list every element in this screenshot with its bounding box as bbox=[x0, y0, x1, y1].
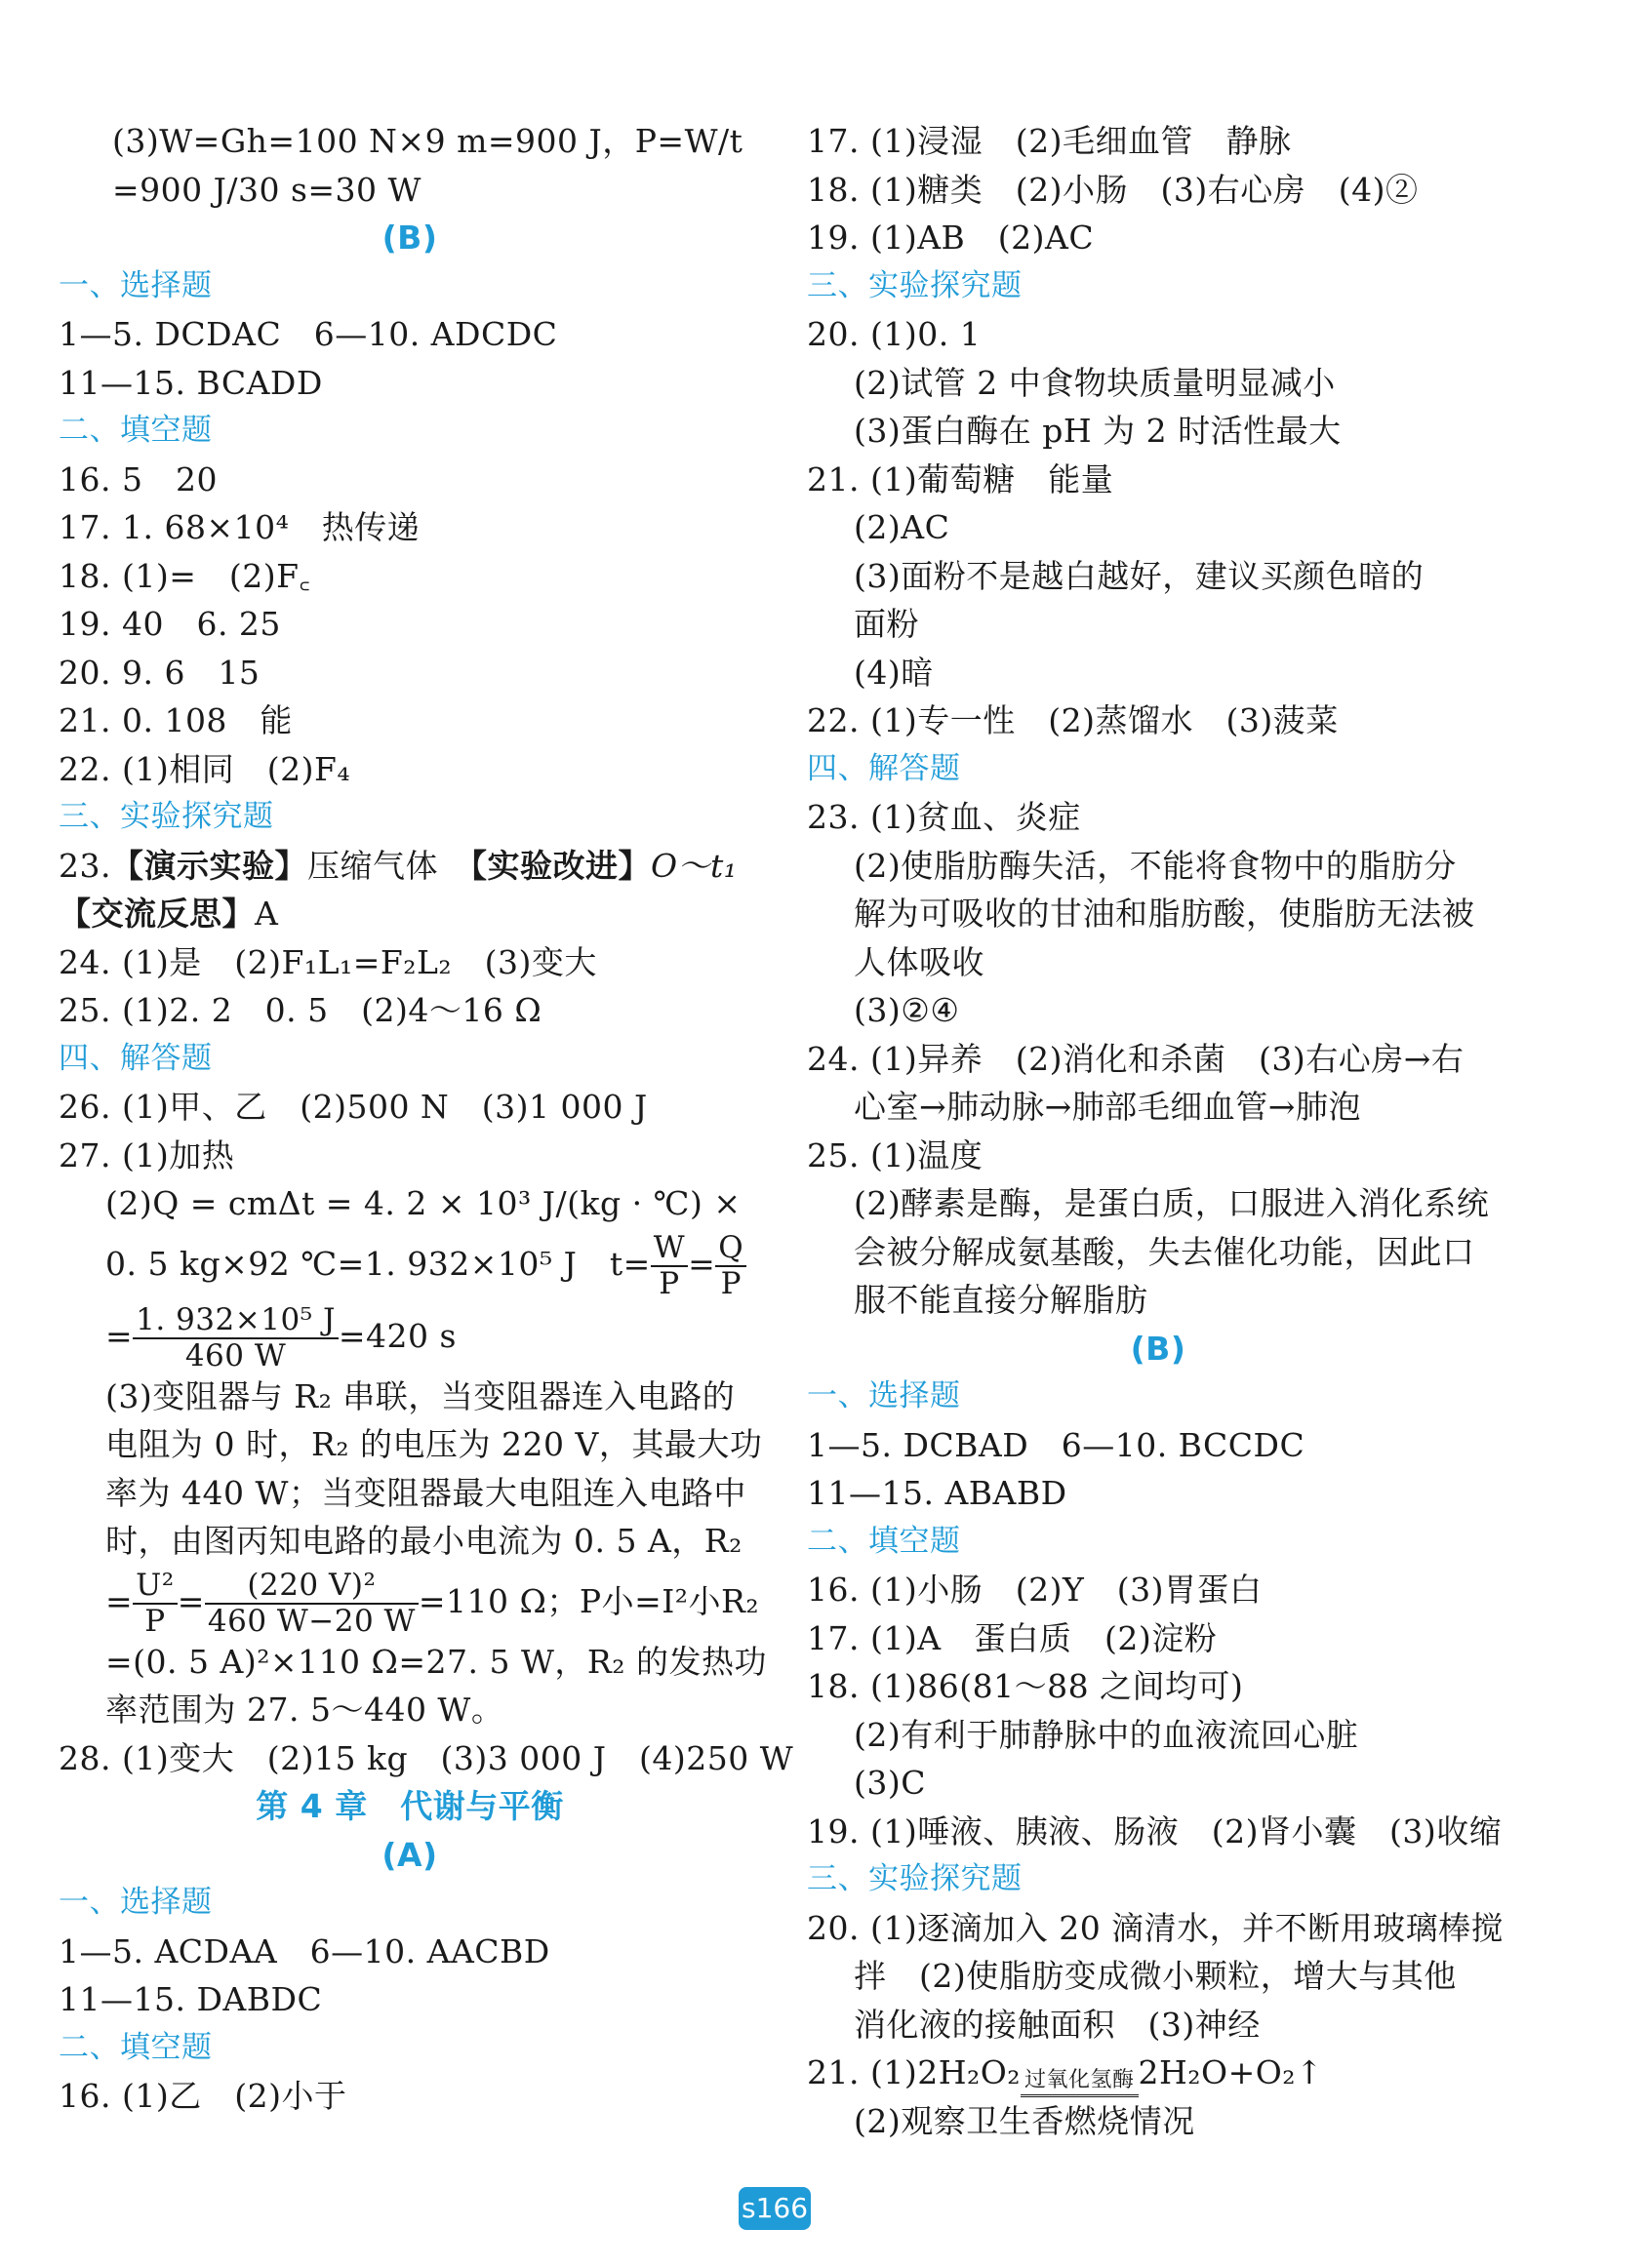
answer-line: =900 J/30 s=30 W bbox=[112, 170, 422, 209]
chem-equation-line bbox=[807, 2049, 1509, 2097]
section-heading: 二、填空题 bbox=[807, 1523, 961, 1559]
fraction bbox=[715, 1229, 746, 1301]
answer-line: 电阻为 0 时，R₂ 的电压为 220 V，其最大功 bbox=[105, 1425, 763, 1463]
answer-line: (2)有利于肺静脉中的血液流回心脏 bbox=[854, 1715, 1359, 1754]
answer-line: 25. (1)温度 bbox=[807, 1135, 984, 1174]
catalyst-label: 过氧化氢酶 bbox=[1021, 2070, 1139, 2097]
answer-line: 20. (1)0. 1 bbox=[807, 315, 982, 353]
answer-line: 时，由图丙知电路的最小电流为 0. 5 A，R₂ bbox=[105, 1522, 743, 1560]
answer-line: 16. (1)乙 (2)小于 bbox=[59, 2077, 347, 2115]
answer-line: 19. (1)唾液、胰液、肠液 (2)肾小囊 (3)收缩 bbox=[807, 1811, 1503, 1850]
answer-line: 1—5. ACDAA 6—10. AACBD bbox=[59, 1931, 550, 1970]
answer-line: 18. (1)= (2)F꜀ bbox=[59, 556, 311, 595]
answer-line: 率为 440 W；当变阻器最大电阻连入电路中 bbox=[105, 1473, 746, 1512]
fraction-numerator: U² bbox=[133, 1571, 178, 1605]
answer-line: 11—15. DABDC bbox=[59, 1980, 323, 2018]
fraction-numerator: W bbox=[651, 1233, 688, 1267]
question-number: 23. bbox=[59, 846, 111, 885]
bracket-label: 【实验改进】 bbox=[470, 846, 651, 885]
answer-line: 心室→肺动脉→肺部毛细血管→肺泡 bbox=[854, 1088, 1361, 1126]
fraction-denominator: P bbox=[720, 1265, 742, 1301]
answer-line: 率范围为 27. 5～440 W。 bbox=[105, 1691, 504, 1729]
answer-line: 19. (1)AB (2)AC bbox=[807, 219, 1095, 257]
answer-line: 22. (1)专一性 (2)蒸馏水 (3)菠菜 bbox=[807, 701, 1339, 739]
answer-line: (3)W=Gh=100 N×9 m=900 J，P=W/t bbox=[112, 122, 743, 160]
answer-line: 11—15. ABABD bbox=[807, 1474, 1067, 1512]
answer-line: 19. 40 6. 25 bbox=[59, 605, 281, 643]
section-heading: 二、填空题 bbox=[59, 413, 213, 448]
answer-line: 17. (1)A 蛋白质 (2)淀粉 bbox=[807, 1618, 1218, 1657]
answer-line bbox=[59, 890, 761, 938]
answer-line: (2)观察卫生香燃烧情况 bbox=[854, 2101, 1195, 2140]
section-heading: 四、解答题 bbox=[59, 1040, 213, 1076]
section-heading: 一、选择题 bbox=[59, 1885, 213, 1920]
answer-line: 人体吸收 bbox=[854, 942, 984, 981]
section-heading: 四、解答题 bbox=[807, 750, 961, 786]
formula-text: 0. 5 kg×92 ℃=1. 932×10⁵ J t= bbox=[105, 1244, 651, 1283]
answer-line: 18. (1)糖类 (2)小肠 (3)右心房 (4)② bbox=[807, 170, 1419, 209]
answer-line: (3)C bbox=[854, 1764, 926, 1802]
section-heading: 三、实验探究题 bbox=[807, 1861, 1023, 1896]
answer-line: 26. (1)甲、乙 (2)500 N (3)1 000 J bbox=[59, 1088, 648, 1126]
answer-line: 21. 0. 108 能 bbox=[59, 701, 293, 739]
equals-sign: = bbox=[105, 1581, 134, 1620]
answer-line: 11—15. BCADD bbox=[59, 363, 323, 402]
answer-line: (3)蛋白酶在 pH 为 2 时活性最大 bbox=[854, 412, 1342, 450]
answer-line: 服不能直接分解脂肪 bbox=[854, 1281, 1148, 1319]
answer-line: 消化液的接触面积 (3)神经 bbox=[854, 2005, 1261, 2044]
fraction-denominator: 460 W−20 W bbox=[207, 1603, 416, 1639]
answer-line: 16. 5 20 bbox=[59, 459, 218, 498]
section-heading: 二、填空题 bbox=[59, 2029, 213, 2065]
answer-text: 压缩气体 bbox=[306, 846, 471, 885]
section-heading: 一、选择题 bbox=[807, 1378, 961, 1413]
bracket-label: 【交流反思】 bbox=[59, 895, 255, 933]
fraction-denominator: 460 W bbox=[184, 1337, 287, 1373]
answer-line: 20. (1)逐滴加入 20 滴清水，并不断用玻璃棒搅 bbox=[807, 1908, 1505, 1947]
fraction-numerator: Q bbox=[715, 1233, 746, 1267]
fraction bbox=[651, 1229, 688, 1301]
answer-line: (4)暗 bbox=[854, 653, 934, 692]
part-label: (A) bbox=[381, 1835, 438, 1874]
fraction bbox=[133, 1301, 339, 1373]
answer-line: (3)②④ bbox=[854, 991, 960, 1029]
answer-line: 解为可吸收的甘油和脂肪酸，使脂肪无法被 bbox=[854, 895, 1475, 933]
fraction bbox=[205, 1567, 419, 1639]
answer-line: (2)使脂肪酶失活，不能将食物中的脂肪分 bbox=[854, 846, 1457, 885]
answer-line: 面粉 bbox=[854, 605, 919, 643]
answer-line: (2)酵素是酶，是蛋白质，口服进入消化系统 bbox=[854, 1184, 1490, 1222]
formula-line bbox=[59, 1300, 761, 1373]
page-number-badge: s166 bbox=[739, 2187, 811, 2230]
answer-line: 21. (1)葡萄糖 能量 bbox=[807, 459, 1114, 498]
section-heading: 三、实验探究题 bbox=[807, 267, 1023, 303]
answer-line: 27. (1)加热 bbox=[59, 1135, 235, 1174]
reaction-condition bbox=[1021, 2067, 1139, 2097]
formula-text: =110 Ω；P小=I²小R₂ bbox=[418, 1581, 760, 1620]
answer-line: 17. 1. 68×10⁴ 热传递 bbox=[59, 508, 421, 546]
equation-products: 2H₂O+O₂↑ bbox=[1138, 2053, 1324, 2091]
answer-text: A bbox=[255, 895, 279, 933]
answer-line: =(0. 5 A)²×110 Ω=27. 5 W，R₂ 的发热功 bbox=[105, 1642, 767, 1681]
answer-line: (2)AC bbox=[854, 508, 950, 546]
answer-line: (2)Q = cmΔt = 4. 2 × 10³ J/(kg · ℃) × bbox=[105, 1184, 742, 1222]
formula-line bbox=[59, 1228, 761, 1300]
fraction-denominator: P bbox=[144, 1603, 166, 1639]
part-label: (B) bbox=[1130, 1329, 1186, 1368]
equals-sign: = bbox=[688, 1244, 716, 1283]
answer-line: 1—5. DCBAD 6—10. BCCDC bbox=[807, 1425, 1305, 1464]
answer-line: 25. (1)2. 2 0. 5 (2)4～16 Ω bbox=[59, 991, 542, 1029]
formula-text: =420 s bbox=[338, 1316, 457, 1355]
answer-line: (2)试管 2 中食物块质量明显减小 bbox=[854, 363, 1336, 402]
answer-line: 20. 9. 6 15 bbox=[59, 653, 261, 692]
part-label: (B) bbox=[381, 219, 438, 257]
fraction bbox=[133, 1567, 178, 1639]
bracket-label: 【演示实验】 bbox=[110, 846, 307, 885]
equals-sign: = bbox=[177, 1581, 205, 1620]
chapter-title: 第 4 章 代谢与平衡 bbox=[256, 1787, 564, 1825]
answer-line: 17. (1)浸湿 (2)毛细血管 静脉 bbox=[807, 122, 1292, 160]
left-column bbox=[59, 117, 794, 2121]
answer-line: (3)面粉不是越白越好，建议买颜色暗的 bbox=[854, 556, 1425, 595]
answer-line: 28. (1)变大 (2)15 kg (3)3 000 J (4)250 W bbox=[59, 1738, 794, 1777]
answer-line: (3)变阻器与 R₂ 串联，当变阻器连入电路的 bbox=[105, 1376, 736, 1415]
fraction-numerator: (220 V)² bbox=[205, 1571, 419, 1605]
answer-line: 16. (1)小肠 (2)Y (3)胃蛋白 bbox=[807, 1571, 1263, 1609]
answer-line bbox=[59, 842, 761, 891]
section-heading: 三、实验探究题 bbox=[59, 799, 274, 834]
answer-line: 会被分解成氨基酸，失去催化功能，因此口 bbox=[854, 1232, 1475, 1271]
answer-text: O～t₁ bbox=[650, 846, 738, 885]
answer-line: 拌 (2)使脂肪变成微小颗粒，增大与其他 bbox=[854, 1957, 1457, 1995]
answer-line: 24. (1)异养 (2)消化和杀菌 (3)右心房→右 bbox=[807, 1039, 1465, 1078]
fraction-numerator: 1. 932×10⁵ J bbox=[133, 1305, 339, 1339]
answer-line: 1—5. DCDAC 6—10. ADCDC bbox=[59, 315, 558, 353]
equals-sign: = bbox=[105, 1316, 134, 1355]
answer-line: 22. (1)相同 (2)F₄ bbox=[59, 749, 351, 788]
answer-line: 23. (1)贫血、炎症 bbox=[807, 798, 1081, 836]
fraction-denominator: P bbox=[659, 1265, 680, 1301]
equation-reactants: 21. (1)2H₂O₂ bbox=[807, 2053, 1022, 2091]
answer-line: 24. (1)是 (2)F₁L₁=F₂L₂ (3)变大 bbox=[59, 942, 597, 981]
section-heading: 一、选择题 bbox=[59, 267, 213, 303]
right-column bbox=[807, 117, 1509, 2145]
answer-line: 18. (1)86(81～88 之间均可) bbox=[807, 1667, 1244, 1705]
formula-line bbox=[59, 1566, 761, 1638]
